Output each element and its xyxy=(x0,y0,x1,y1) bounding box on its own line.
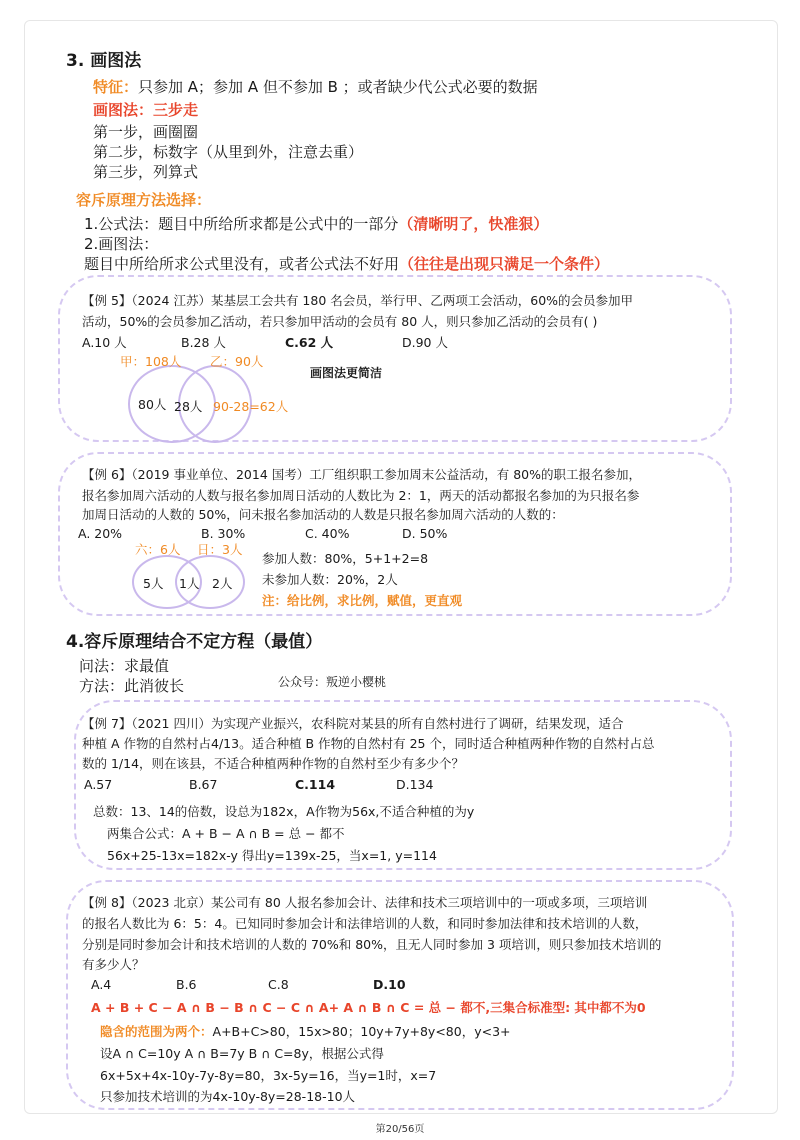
ex8-range-line xyxy=(100,1022,511,1040)
ex8-line3: 分别是同时参加会计和技术培训的人数的 70%和 80%，且无人同时参加 3 项培训，则只参加技术培训的 xyxy=(82,937,662,952)
ex5-left-num: 80人 xyxy=(138,397,167,412)
choose-label: 容斥原理方法选择： xyxy=(76,191,212,209)
ex5-line1: 【例 5】（2024 江苏）某基层工会共有 180 名会员，举行甲、乙两项工会活动，60%的会员参加甲 xyxy=(82,293,634,308)
ex5-note: 画图法更简洁 xyxy=(310,366,383,380)
ex6-option-c: C. 40% xyxy=(305,526,350,541)
formula-line xyxy=(84,213,548,234)
ex8-option-a: A.4 xyxy=(91,977,112,992)
ex8-range-label: 隐含的范围为两个： xyxy=(100,1024,213,1039)
ex7-line3: 数的 1/14，则在该县，不适合种植两种作物的自然村至少有多少个？ xyxy=(82,756,465,771)
ex8-option-b: B.6 xyxy=(176,977,197,992)
ex6-left-num: 5人 xyxy=(143,576,164,591)
ex6-sat-label: 六：6人 xyxy=(135,542,181,557)
formula-note: （清晰明了，快准狠） xyxy=(398,215,549,233)
ex8-sol2: 6x+5x+4x-10y-7y-8y=80，3x-5y=16，当y=1时，x=7 xyxy=(100,1068,437,1083)
ex6-sun-label: 日：3人 xyxy=(197,542,243,557)
step-1: 第一步，画圈圈 xyxy=(93,123,199,141)
ex5-right-num: 90-28=62人 xyxy=(213,399,289,414)
sec4-ask: 问法：求最值 xyxy=(79,657,170,675)
ex5-option-d: D.90 人 xyxy=(402,335,448,350)
draw-desc: 题目中所给所求公式里没有，或者公式法不好用 xyxy=(84,255,400,273)
ex8-formula: A + B + C − A ∩ B − B ∩ C − C ∩ A+ A ∩ B ∩ C = 总 − 都不,三集合标准型: 其中都不为0 xyxy=(91,1000,646,1015)
section3-title: 3. 画图法 xyxy=(66,51,142,71)
section4-title: 4.容斥原理结合不定方程（最值） xyxy=(66,632,323,652)
draw-desc-line xyxy=(84,253,609,274)
ex5-mid-num: 28人 xyxy=(174,399,203,414)
ex7-sol1: 总数：13、14的倍数，设总为182x，A作物为56x,不适合种植的为y xyxy=(93,804,475,819)
feature-label: 特征： xyxy=(93,78,139,96)
ex8-line2: 的报名人数比为 6：5：4。已知同时参加会计和法律培训的人数，和同时参加法律和技术培训的人数， xyxy=(82,916,648,931)
ex7-sol2: 两集合公式：A + B − A ∩ B = 总 − 都不 xyxy=(107,826,345,841)
ex6-mid-num: 1人 xyxy=(179,576,200,591)
wechat-watermark: 公众号：叛逆小樱桃 xyxy=(278,675,387,689)
ex5-option-a: A.10 人 xyxy=(82,335,127,350)
ex6-note: 注：给比例，求比例，赋值，更直观 xyxy=(262,593,463,608)
ex7-option-a: A.57 xyxy=(84,777,113,792)
ex7-option-d: D.134 xyxy=(396,777,434,792)
step-2: 第二步，标数字（从里到外，注意去重） xyxy=(93,143,364,161)
ex8-sol3: 只参加技术培训的为4x-10y-8y=28-18-10人 xyxy=(100,1089,356,1104)
ex8-option-c: C.8 xyxy=(268,977,289,992)
step-3: 第三步，列算式 xyxy=(93,163,199,181)
ex8-line1: 【例 8】（2023 北京）某公司有 80 人报名参加会计、法律和技术三项培训中的一项或多项，三项培训 xyxy=(82,895,648,910)
ex5-line2: 活动，50%的会员参加乙活动，若只参加甲活动的会员有 80 人，则只参加乙活动的会员有( ) xyxy=(82,314,598,329)
ex6-option-a: A. 20% xyxy=(78,526,123,541)
feature-line xyxy=(93,76,538,97)
ex6-line2: 报名参加周六活动的人数与报名参加周日活动的人数比为 2：1，两天的活动都报名参加的为只报名参 xyxy=(82,488,640,503)
ex8-line4: 有多少人？ xyxy=(82,957,145,972)
ex7-line1: 【例 7】（2021 四川）为实现产业振兴，农科院对某县的所有自然村进行了调研，结果发现，适合 xyxy=(82,716,624,731)
ex6-option-b: B. 30% xyxy=(201,526,246,541)
method-label: 画图法：三步走 xyxy=(93,101,199,119)
ex6-calc2: 未参加人数：20%，2人 xyxy=(262,572,398,587)
ex6-right-num: 2人 xyxy=(212,576,233,591)
ex6-calc1: 参加人数：80%，5+1+2=8 xyxy=(262,551,429,566)
ex8-sol1: 设A ∩ C=10y A ∩ B=7y B ∩ C=8y，根据公式得 xyxy=(100,1046,384,1061)
ex8-range-text: A+B+C>80，15x>80；10y+7y+8y<80，y<3+ xyxy=(212,1024,511,1039)
ex5-yi-label: 乙：90人 xyxy=(210,354,264,369)
ex7-option-b: B.67 xyxy=(189,777,218,792)
ex5-option-b: B.28 人 xyxy=(181,335,226,350)
ex7-option-c: C.114 xyxy=(295,777,336,792)
ex5-jia-label: 甲：108人 xyxy=(120,354,182,369)
formula-text: 1.公式法：题目中所给所求都是公式中的一部分 xyxy=(84,215,399,233)
ex5-option-c: C.62 人 xyxy=(285,335,334,350)
ex7-sol3: 56x+25-13x=182x-y 得出y=139x-25，当x=1, y=114 xyxy=(107,848,437,863)
draw-line: 2.画图法： xyxy=(84,235,159,253)
ex7-line2: 种植 A 作物的自然村占4/13。适合种植 B 作物的自然村有 25 个，同时适合种植两种作物的自然村占总 xyxy=(82,736,655,751)
ex6-line1: 【例 6】（2019 事业单位、2014 国考）工厂组织职工参加周末公益活动，有 80%的职工报名参加， xyxy=(82,467,642,482)
feature-text: 只参加 A；参加 A 但不参加 B ；或者缺少代公式必要的数据 xyxy=(138,78,538,96)
sec4-method: 方法：此消彼长 xyxy=(79,677,185,695)
ex6-line3: 加周日活动的人数的 50%，问未报名参加活动的人数是只报名参加周六活动的人数的： xyxy=(82,507,564,522)
ex8-option-d: D.10 xyxy=(373,977,406,992)
draw-note: （往往是出现只满足一个条件） xyxy=(399,255,610,273)
ex6-option-d: D. 50% xyxy=(402,526,448,541)
page-number: 第20/56页 xyxy=(375,1124,425,1135)
